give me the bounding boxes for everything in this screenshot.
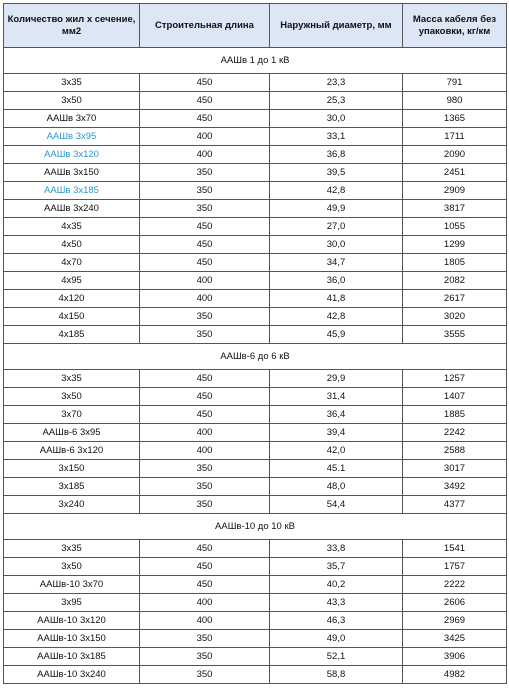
cell-length: 350: [140, 496, 270, 514]
cell-diameter: 49,0: [270, 630, 403, 648]
cell-diameter: 46,3: [270, 612, 403, 630]
cell-cable-type: 4х35: [4, 218, 140, 236]
cell-cable-type: ААШв-6 3х95: [4, 424, 140, 442]
cell-diameter: 45,9: [270, 326, 403, 344]
cell-mass: 1055: [403, 218, 507, 236]
header-cores-section: Количество жил х сечение, мм2: [4, 4, 140, 48]
table-row: [4, 406, 507, 424]
cell-diameter: 48,0: [270, 478, 403, 496]
cell-mass: 2969: [403, 612, 507, 630]
cell-diameter: 49,9: [270, 200, 403, 218]
cell-mass: 1757: [403, 558, 507, 576]
cell-mass: 2588: [403, 442, 507, 460]
table-row: [4, 254, 507, 272]
table-row: [4, 424, 507, 442]
cell-diameter: 30,0: [270, 236, 403, 254]
cable-spec-table: [3, 3, 507, 684]
cell-length: 400: [140, 290, 270, 308]
cell-cable-type: 3х35: [4, 370, 140, 388]
cell-diameter: 31,4: [270, 388, 403, 406]
cell-length: 350: [140, 630, 270, 648]
cell-length: 450: [140, 74, 270, 92]
cell-diameter: 40,2: [270, 576, 403, 594]
cell-cable-type: 4х150: [4, 308, 140, 326]
header-row: [4, 4, 507, 48]
cell-diameter: 23,3: [270, 74, 403, 92]
cell-diameter: 39,5: [270, 164, 403, 182]
header-cable-mass: Масса кабеля без упаковки, кг/км: [403, 4, 507, 48]
table-row: [4, 92, 507, 110]
cell-cable-type: 3х240: [4, 496, 140, 514]
table-row: [4, 326, 507, 344]
cell-length: 350: [140, 308, 270, 326]
cell-diameter: 41,8: [270, 290, 403, 308]
table-row: [4, 630, 507, 648]
cell-mass: 2222: [403, 576, 507, 594]
table-row: [4, 236, 507, 254]
cell-length: 400: [140, 612, 270, 630]
cell-diameter: 29,9: [270, 370, 403, 388]
cell-length: 350: [140, 666, 270, 684]
cell-mass: 2617: [403, 290, 507, 308]
cell-cable-type: 4х185: [4, 326, 140, 344]
cell-mass: 1805: [403, 254, 507, 272]
cell-mass: 1407: [403, 388, 507, 406]
table-header: [4, 4, 507, 48]
cell-diameter: 33,1: [270, 128, 403, 146]
cell-mass: 1711: [403, 128, 507, 146]
table-row: [4, 540, 507, 558]
table-row: [4, 200, 507, 218]
cell-cable-type: ААШв 3х150: [4, 164, 140, 182]
cell-length: 450: [140, 236, 270, 254]
cell-mass: 791: [403, 74, 507, 92]
cell-length: 400: [140, 128, 270, 146]
cell-length: 450: [140, 406, 270, 424]
cell-mass: 3425: [403, 630, 507, 648]
cell-mass: 3492: [403, 478, 507, 496]
cell-diameter: 36,0: [270, 272, 403, 290]
cell-length: 450: [140, 92, 270, 110]
table-row: [4, 648, 507, 666]
table-row: [4, 460, 507, 478]
cell-mass: 2606: [403, 594, 507, 612]
table-row: [4, 388, 507, 406]
cell-cable-type: 3х50: [4, 388, 140, 406]
cell-diameter: 36,8: [270, 146, 403, 164]
section-row: [4, 344, 507, 370]
table-row: [4, 290, 507, 308]
cell-diameter: 58,8: [270, 666, 403, 684]
cell-cable-type: 3х35: [4, 540, 140, 558]
cell-length: 450: [140, 370, 270, 388]
cell-cable-type: 3х35: [4, 74, 140, 92]
cell-mass: 1541: [403, 540, 507, 558]
section-title: ААШв 1 до 1 кВ: [4, 48, 507, 74]
table-row: [4, 576, 507, 594]
cell-diameter: 30,0: [270, 110, 403, 128]
cell-cable-type: ААШв-10 3х185: [4, 648, 140, 666]
cell-mass: 4377: [403, 496, 507, 514]
cell-diameter: 27,0: [270, 218, 403, 236]
cell-length: 450: [140, 540, 270, 558]
cell-length: 450: [140, 558, 270, 576]
cell-mass: 2909: [403, 182, 507, 200]
table-row: [4, 146, 507, 164]
cell-cable-type: 3х95: [4, 594, 140, 612]
table-row: [4, 164, 507, 182]
cell-length: 400: [140, 594, 270, 612]
table-row: [4, 128, 507, 146]
cell-length: 450: [140, 254, 270, 272]
cell-mass: 3817: [403, 200, 507, 218]
table-body: [4, 48, 507, 684]
cell-mass: 3020: [403, 308, 507, 326]
cable-type-link[interactable]: ААШв 3х120: [4, 146, 140, 164]
cell-mass: 3017: [403, 460, 507, 478]
cell-length: 450: [140, 218, 270, 236]
table-row: [4, 308, 507, 326]
cell-mass: 1257: [403, 370, 507, 388]
table-row: [4, 218, 507, 236]
table-row: [4, 370, 507, 388]
cell-cable-type: 3х150: [4, 460, 140, 478]
cell-length: 350: [140, 164, 270, 182]
cell-diameter: 33,8: [270, 540, 403, 558]
cell-length: 350: [140, 326, 270, 344]
cell-mass: 2090: [403, 146, 507, 164]
table-row: [4, 666, 507, 684]
cell-length: 400: [140, 442, 270, 460]
cell-mass: 1885: [403, 406, 507, 424]
cell-diameter: 34,7: [270, 254, 403, 272]
cell-mass: 2451: [403, 164, 507, 182]
cell-cable-type: 3х50: [4, 558, 140, 576]
cell-cable-type: ААШв-10 3х240: [4, 666, 140, 684]
cell-cable-type: ААШв 3х240: [4, 200, 140, 218]
cell-cable-type: ААШв-10 3х70: [4, 576, 140, 594]
cell-length: 350: [140, 478, 270, 496]
cell-diameter: 52,1: [270, 648, 403, 666]
table-row: [4, 74, 507, 92]
cell-mass: 2242: [403, 424, 507, 442]
cell-cable-type: 4х95: [4, 272, 140, 290]
cable-type-link[interactable]: ААШв 3х185: [4, 182, 140, 200]
section-row: [4, 514, 507, 540]
cell-mass: 2082: [403, 272, 507, 290]
cell-length: 400: [140, 272, 270, 290]
cell-diameter: 39,4: [270, 424, 403, 442]
cell-cable-type: ААШв-6 3х120: [4, 442, 140, 460]
table-row: [4, 594, 507, 612]
table-row: [4, 478, 507, 496]
table-row: [4, 272, 507, 290]
cell-length: 400: [140, 146, 270, 164]
table-row: [4, 110, 507, 128]
table-row: [4, 558, 507, 576]
cell-cable-type: 4х70: [4, 254, 140, 272]
cell-length: 400: [140, 424, 270, 442]
cell-diameter: 54,4: [270, 496, 403, 514]
cell-mass: 3555: [403, 326, 507, 344]
cell-length: 350: [140, 182, 270, 200]
cell-diameter: 42,8: [270, 182, 403, 200]
header-outer-diameter: Наружный диаметр, мм: [270, 4, 403, 48]
cell-mass: 1365: [403, 110, 507, 128]
header-construction-length: Строительная длина: [140, 4, 270, 48]
table-row: [4, 496, 507, 514]
cable-type-link[interactable]: ААШв 3х95: [4, 128, 140, 146]
cell-diameter: 36,4: [270, 406, 403, 424]
cell-diameter: 43,3: [270, 594, 403, 612]
cell-cable-type: ААШв 3х70: [4, 110, 140, 128]
cell-cable-type: 3х50: [4, 92, 140, 110]
cell-length: 450: [140, 388, 270, 406]
cell-mass: 4982: [403, 666, 507, 684]
table-row: [4, 182, 507, 200]
cell-cable-type: 4х50: [4, 236, 140, 254]
cell-length: 350: [140, 460, 270, 478]
cell-length: 350: [140, 648, 270, 666]
section-row: [4, 48, 507, 74]
cell-diameter: 42,8: [270, 308, 403, 326]
section-title: ААШв-6 до 6 кВ: [4, 344, 507, 370]
table-row: [4, 612, 507, 630]
cell-cable-type: 3х185: [4, 478, 140, 496]
cell-length: 450: [140, 110, 270, 128]
cell-cable-type: ААШв-10 3х150: [4, 630, 140, 648]
section-title: ААШв-10 до 10 кВ: [4, 514, 507, 540]
cell-length: 450: [140, 576, 270, 594]
cell-diameter: 42,0: [270, 442, 403, 460]
cell-diameter: 45.1: [270, 460, 403, 478]
cable-spec-page: [3, 3, 506, 684]
cell-length: 350: [140, 200, 270, 218]
cell-diameter: 35,7: [270, 558, 403, 576]
cell-cable-type: 3х70: [4, 406, 140, 424]
cell-mass: 3906: [403, 648, 507, 666]
table-row: [4, 442, 507, 460]
cell-mass: 980: [403, 92, 507, 110]
cell-diameter: 25,3: [270, 92, 403, 110]
cell-cable-type: 4х120: [4, 290, 140, 308]
cell-mass: 1299: [403, 236, 507, 254]
cell-cable-type: ААШв-10 3х120: [4, 612, 140, 630]
